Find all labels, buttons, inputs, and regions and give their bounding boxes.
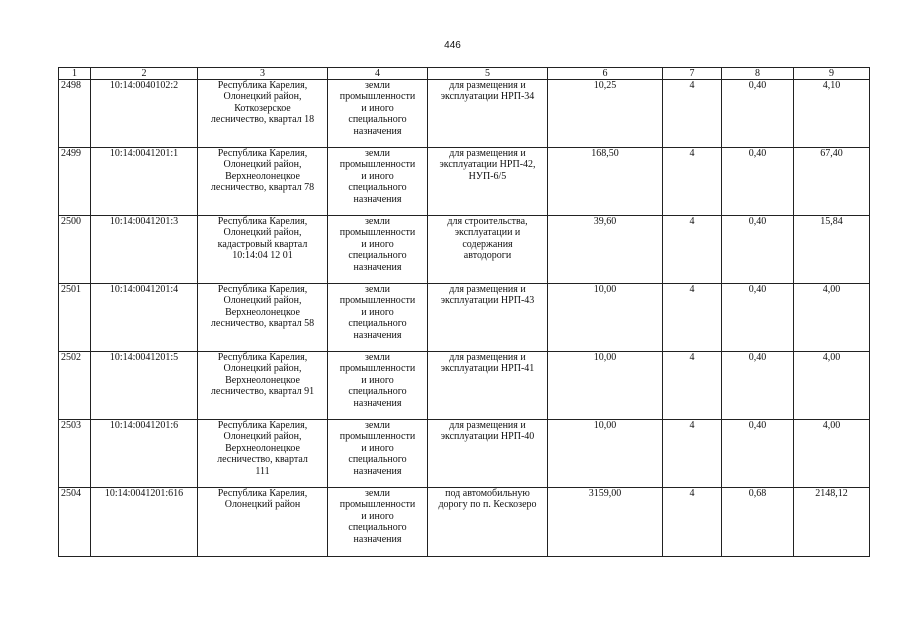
row-number-cell: 2500 — [59, 216, 91, 284]
area-cell: 10,00 — [548, 284, 663, 352]
permitted-use-cell: для строительства, эксплуатации и содержания автодороги — [428, 216, 548, 284]
column-9-cell: 2148,12 — [794, 488, 870, 557]
cadastral-number-cell: 10:14:0041201:1 — [91, 148, 198, 216]
cadastral-number-cell: 10:14:0041201:6 — [91, 420, 198, 488]
column-header: 7 — [663, 68, 722, 80]
location-cell: Республика Карелия, Олонецкий район, Верхнеолонецкое лесничество, квартал 78 — [198, 148, 328, 216]
table-row — [59, 148, 870, 216]
area-cell: 168,50 — [548, 148, 663, 216]
land-category-cell: земли промышленности и иного специального назначения — [328, 284, 428, 352]
column-8-cell: 0,68 — [722, 488, 794, 557]
area-cell: 3159,00 — [548, 488, 663, 557]
column-header: 4 — [328, 68, 428, 80]
column-9-cell: 67,40 — [794, 148, 870, 216]
table-row — [59, 216, 870, 284]
location-cell: Республика Карелия, Олонецкий район — [198, 488, 328, 557]
row-number-cell: 2501 — [59, 284, 91, 352]
column-7-cell: 4 — [663, 148, 722, 216]
column-8-cell: 0,40 — [722, 216, 794, 284]
permitted-use-cell: для размещения и эксплуатации НРП-43 — [428, 284, 548, 352]
location-cell: Республика Карелия, Олонецкий район, Коткозерское лесничество, квартал 18 — [198, 80, 328, 148]
table-row — [59, 352, 870, 420]
cadastral-number-cell: 10:14:0041201:616 — [91, 488, 198, 557]
location-cell: Республика Карелия, Олонецкий район, кадастровый квартал 10:14:04 12 01 — [198, 216, 328, 284]
column-header: 5 — [428, 68, 548, 80]
column-header: 2 — [91, 68, 198, 80]
table-row — [59, 420, 870, 488]
row-number-cell: 2503 — [59, 420, 91, 488]
area-cell: 10,00 — [548, 420, 663, 488]
permitted-use-cell: для размещения и эксплуатации НРП-34 — [428, 80, 548, 148]
cadastral-number-cell: 10:14:0040102:2 — [91, 80, 198, 148]
column-7-cell: 4 — [663, 420, 722, 488]
column-8-cell: 0,40 — [722, 148, 794, 216]
land-category-cell: земли промышленности и иного специального назначения — [328, 80, 428, 148]
table-row — [59, 80, 870, 148]
column-9-cell: 4,00 — [794, 352, 870, 420]
row-number-cell: 2499 — [59, 148, 91, 216]
header-row — [59, 68, 870, 80]
permitted-use-cell: для размещения и эксплуатации НРП-40 — [428, 420, 548, 488]
location-cell: Республика Карелия, Олонецкий район, Верхнеолонецкое лесничество, квартал 58 — [198, 284, 328, 352]
column-7-cell: 4 — [663, 352, 722, 420]
column-8-cell: 0,40 — [722, 284, 794, 352]
column-8-cell: 0,40 — [722, 352, 794, 420]
land-registry-table — [58, 67, 870, 557]
column-header: 8 — [722, 68, 794, 80]
column-7-cell: 4 — [663, 80, 722, 148]
cadastral-number-cell: 10:14:0041201:4 — [91, 284, 198, 352]
land-category-cell: земли промышленности и иного специального назначения — [328, 148, 428, 216]
column-7-cell: 4 — [663, 488, 722, 557]
land-category-cell: земли промышленности и иного специального назначения — [328, 420, 428, 488]
permitted-use-cell: для размещения и эксплуатации НРП-41 — [428, 352, 548, 420]
row-number-cell: 2504 — [59, 488, 91, 557]
location-cell: Республика Карелия, Олонецкий район, Верхнеолонецкое лесничество, квартал 91 — [198, 352, 328, 420]
column-9-cell: 4,00 — [794, 284, 870, 352]
location-cell: Республика Карелия, Олонецкий район, Верхнеолонецкое лесничество, квартал 111 — [198, 420, 328, 488]
land-category-cell: земли промышленности и иного специального назначения — [328, 488, 428, 557]
cadastral-number-cell: 10:14:0041201:3 — [91, 216, 198, 284]
column-header: 9 — [794, 68, 870, 80]
table-row — [59, 488, 870, 557]
area-cell: 10,25 — [548, 80, 663, 148]
column-header: 6 — [548, 68, 663, 80]
land-category-cell: земли промышленности и иного специального назначения — [328, 352, 428, 420]
column-7-cell: 4 — [663, 284, 722, 352]
row-number-cell: 2502 — [59, 352, 91, 420]
column-header: 3 — [198, 68, 328, 80]
column-7-cell: 4 — [663, 216, 722, 284]
column-9-cell: 15,84 — [794, 216, 870, 284]
column-8-cell: 0,40 — [722, 420, 794, 488]
table-row — [59, 284, 870, 352]
column-8-cell: 0,40 — [722, 80, 794, 148]
permitted-use-cell: под автомобильную дорогу по п. Кескозеро — [428, 488, 548, 557]
row-number-cell: 2498 — [59, 80, 91, 148]
column-9-cell: 4,00 — [794, 420, 870, 488]
area-cell: 39,60 — [548, 216, 663, 284]
permitted-use-cell: для размещения и эксплуатации НРП-42, НУП-6/5 — [428, 148, 548, 216]
column-9-cell: 4,10 — [794, 80, 870, 148]
cadastral-number-cell: 10:14:0041201:5 — [91, 352, 198, 420]
land-category-cell: земли промышленности и иного специального назначения — [328, 216, 428, 284]
area-cell: 10,00 — [548, 352, 663, 420]
column-header: 1 — [59, 68, 91, 80]
page-number: 446 — [444, 40, 461, 51]
